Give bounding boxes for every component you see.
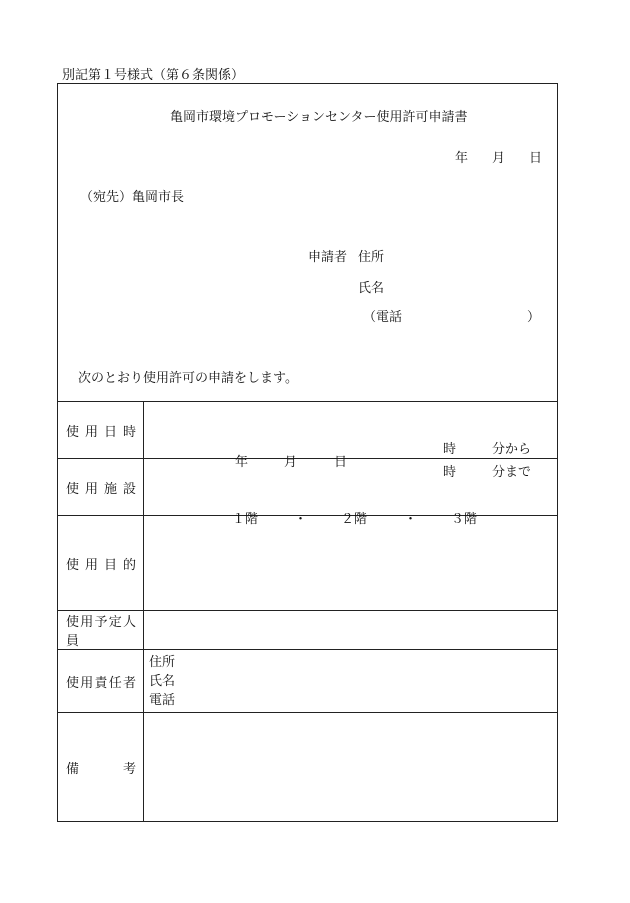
application-statement: 次のとおり使用許可の申請をします。 <box>78 371 298 386</box>
usage-datetime-label: 使用日時 <box>66 424 136 440</box>
document-title: 亀岡市環境プロモーションセンター使用許可申請書 <box>170 110 468 125</box>
applicant-phone-label: （電話 <box>363 310 403 325</box>
start-minute-label: 分から <box>492 442 532 457</box>
manager-row <box>58 650 558 713</box>
usage-datetime-field[interactable] <box>144 402 558 480</box>
usage-purpose-row <box>58 516 558 611</box>
manager-phone-label: 電話 <box>149 692 176 708</box>
manager-name-label: 氏名 <box>149 673 176 689</box>
applicant-phone-close: ） <box>527 310 541 325</box>
usage-datetime-row <box>58 402 558 459</box>
headcount-row <box>58 611 558 650</box>
end-hour-label: 時 <box>443 465 457 480</box>
manager-label-cell <box>58 650 144 713</box>
date-month-label: 月 <box>492 151 506 166</box>
usage-purpose-label: 使用目的 <box>66 557 136 573</box>
applicant-label: 申請者 <box>308 250 348 265</box>
start-hour-label: 時 <box>443 442 457 457</box>
usage-facility-label-cell <box>58 459 144 516</box>
remarks-row <box>58 713 558 822</box>
headcount-field[interactable] <box>144 611 558 650</box>
addressee: （宛先）亀岡市長 <box>80 190 185 205</box>
floor-2-option[interactable]: ２階 <box>341 512 368 527</box>
remarks-label-cell <box>58 713 144 822</box>
manager-address-label: 住所 <box>149 654 176 670</box>
application-details-table <box>57 401 558 822</box>
floor-separator: ・ <box>404 512 418 527</box>
usage-purpose-field[interactable] <box>144 516 558 611</box>
headcount-label-cell <box>58 611 144 650</box>
end-minute-label: 分まで <box>492 465 532 480</box>
floor-1-option[interactable]: １階 <box>232 512 259 527</box>
applicant-address-label: 住所 <box>358 250 385 265</box>
form-number-label: 別記第１号様式（第６条関係） <box>62 68 245 83</box>
manager-label: 使用責任者 <box>66 675 136 691</box>
applicant-name-label: 氏名 <box>358 281 385 296</box>
manager-field[interactable] <box>144 650 558 713</box>
remarks-field[interactable] <box>144 713 558 822</box>
usage-facility-row <box>58 459 558 516</box>
headcount-label: 使用予定人員 <box>66 615 136 649</box>
usage-datetime-label-cell <box>58 402 144 459</box>
usage-facility-label: 使用施設 <box>66 481 136 497</box>
remarks-label: 備考 <box>66 761 136 777</box>
usage-year-label: 年 <box>235 455 249 470</box>
date-year-label: 年 <box>455 151 469 166</box>
date-day-label: 日 <box>529 151 543 166</box>
usage-month-label: 月 <box>284 455 298 470</box>
floor-3-option[interactable]: ３階 <box>451 512 478 527</box>
floor-separator: ・ <box>294 512 308 527</box>
usage-day-label: 日 <box>334 455 348 470</box>
usage-purpose-label-cell <box>58 516 144 611</box>
